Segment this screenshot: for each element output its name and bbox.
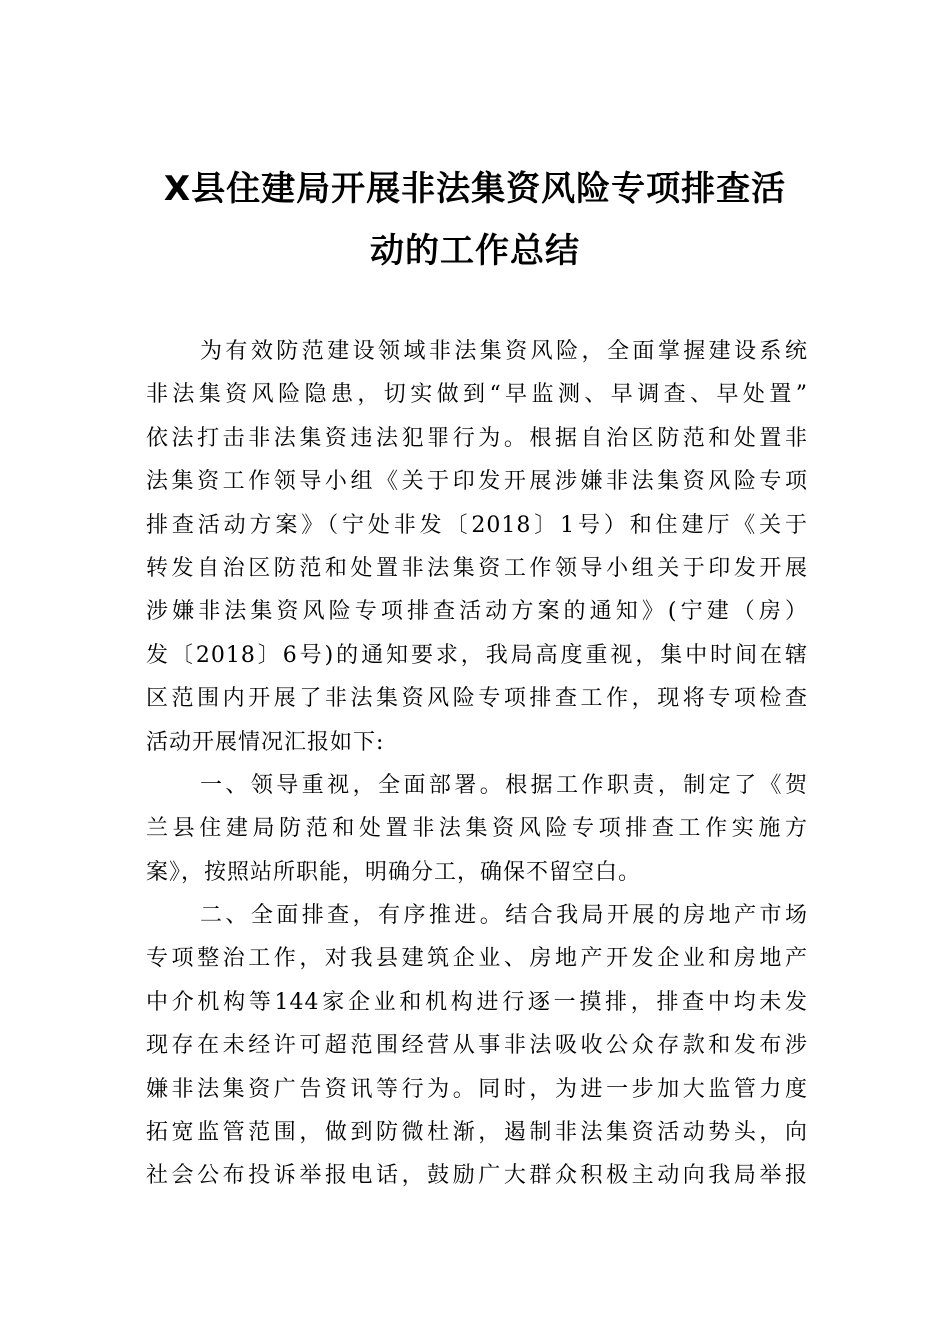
paragraph-line: 二、全面排查，有序推进。结合我局开展的房地产市场 xyxy=(200,903,808,929)
paragraph-line: 依法打击非法集资违法犯罪行为。根据自治区防范和处置非 xyxy=(146,425,808,451)
paragraph-line: 嫌非法集资广告资讯等行为。同时，为进一步加大监管力度 xyxy=(146,1076,808,1102)
document-title xyxy=(140,158,810,282)
paragraph-line: 为有效防范建设领域非法集资风险，全面掌握建设系统 xyxy=(200,339,808,364)
paragraph-line: 转发自治区防范和处置非法集资工作领导小组关于印发开展 xyxy=(146,555,808,581)
paragraph-line: 非法集资风险隐患，切实做到“早监测、早调查、早处置” xyxy=(146,382,808,408)
paragraph-line: 兰县住建局防范和处置非法集资风险专项排查工作实施方 xyxy=(146,816,808,842)
paragraph-line: 案》，按照站所职能，明确分工，确保不留空白。 xyxy=(146,859,642,885)
document-body xyxy=(146,330,808,1198)
paragraph-line: 中介机构等144家企业和机构进行逐一摸排，排查中均未发 xyxy=(146,989,808,1015)
paragraph-line: 排查活动方案》（宁处非发〔2018〕1号）和住建厅《关于 xyxy=(146,512,808,538)
paragraph-line: 涉嫌非法集资风险专项排查活动方案的通知》(宁建（房） xyxy=(146,599,808,625)
paragraph-line: 拓宽监管范围，做到防微杜渐，遏制非法集资活动势头，向 xyxy=(146,1120,808,1146)
paragraph-line: 专项整治工作，对我县建筑企业、房地产开发企业和房地产 xyxy=(146,946,808,972)
paragraph-line: 活动开展情况汇报如下: xyxy=(146,729,385,755)
title-line: 动的工作总结 xyxy=(370,231,580,271)
paragraph-line: 发〔2018〕6号)的通知要求，我局高度重视，集中时间在辖 xyxy=(146,642,808,668)
paragraph-line: 一、领导重视，全面部署。根据工作职责，制定了《贺 xyxy=(200,772,808,798)
paragraph-line: 社会公布投诉举报电话，鼓励广大群众积极主动向我局举报 xyxy=(146,1163,808,1189)
paragraph-line: 法集资工作领导小组《关于印发开展涉嫌非法集资风险专项 xyxy=(146,469,808,495)
paragraph-line: 区范围内开展了非法集资风险专项排查工作，现将专项检查 xyxy=(146,686,808,712)
paragraph-line: 现存在未经许可超范围经营从事非法吸收公众存款和发布涉 xyxy=(146,1033,808,1059)
title-line: X县住建局开展非法集资风险专项排查活 xyxy=(163,169,787,209)
